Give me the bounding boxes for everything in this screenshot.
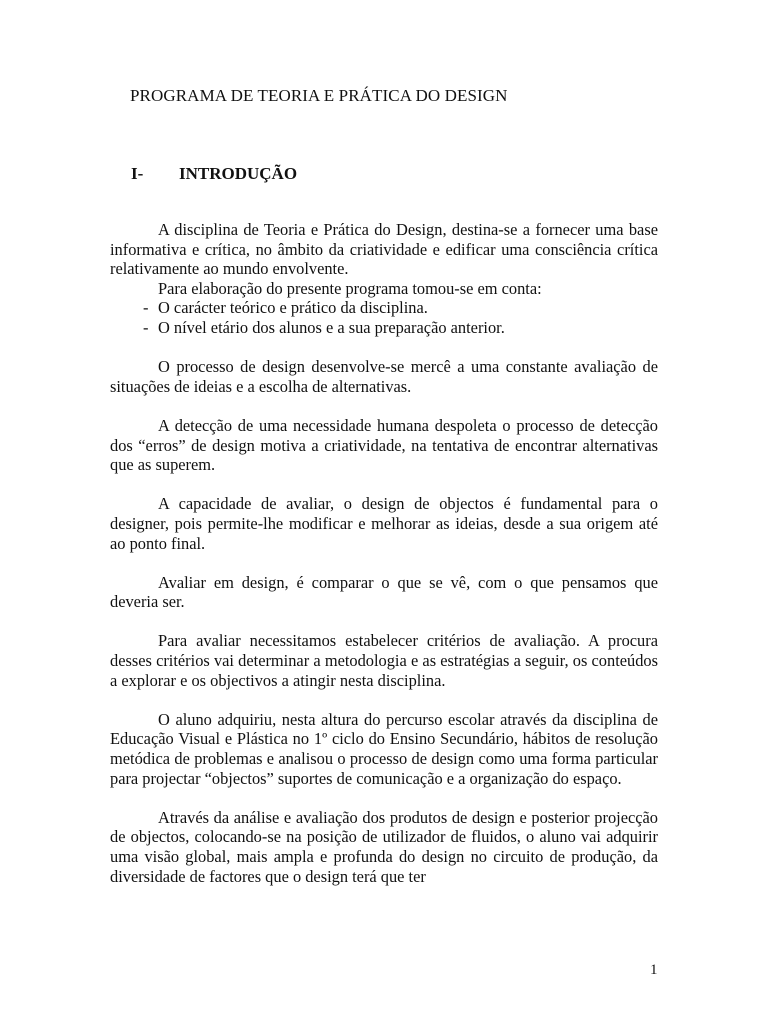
list-item-text: O nível etário dos alunos e a sua preparação anterior. xyxy=(158,317,505,337)
list-marker: - xyxy=(143,298,149,318)
paragraph: Para avaliar necessitamos estabelecer critérios de avaliação. A procura desses critérios vai determinar a metodologia e as estratégias a seguir, os conteúdos a explorar e os objectivos a atingir nesta disciplina. xyxy=(110,631,658,690)
paragraph: A disciplina de Teoria e Prática do Design, destina-se a fornecer uma base informativa e crítica, no âmbito da criatividade e edificar uma consciência crítica relativamente ao mundo envolvente. xyxy=(110,220,658,279)
section-title: INTRODUÇÃO xyxy=(179,164,298,183)
document-title: PROGRAMA DE TEORIA E PRÁTICA DO DESIGN xyxy=(130,86,508,105)
paragraph: Através da análise e avaliação dos produtos de design e posterior projecção de objectos, colocando-se na posição de utilizador de fluidos, o aluno vai adquirir uma visão global, mais ampla e profunda do design no circuito de produção, da diversidade de factores que o design terá que ter xyxy=(110,807,658,886)
page-number: 1 xyxy=(650,962,658,978)
bullet-list xyxy=(110,298,658,337)
list-marker: - xyxy=(143,317,149,337)
list-item-text: O carácter teórico e prático da disciplina. xyxy=(158,298,428,318)
paragraph: Avaliar em design, é comparar o que se vê, com o que pensamos que deveria ser. xyxy=(110,572,658,612)
paragraph: A capacidade de avaliar, o design de objectos é fundamental para o designer, pois permite-lhe modificar e melhorar as ideias, desde a sua origem até ao ponto final. xyxy=(110,494,658,553)
paragraph: O aluno adquiriu, nesta altura do percurso escolar através da disciplina de Educação Visual e Plástica no 1º ciclo do Ensino Secundário, hábitos de resolução metódica de problemas e analisou o processo de design como uma forma particular para projectar “objectos” suportes de comunicação e a organização do espaço. xyxy=(110,709,658,788)
section-number: I- xyxy=(131,164,144,183)
paragraph: A detecção de uma necessidade humana despoleta o processo de detecção dos “erros” de design motiva a criatividade, na tentativa de encontrar alternativas que as superem. xyxy=(110,415,658,475)
list-item xyxy=(110,318,658,338)
section-heading xyxy=(131,164,297,184)
document-body xyxy=(110,220,658,886)
paragraph: O processo de design desenvolve-se mercê a uma constante avaliação de situações de ideias e a escolha de alternativas. xyxy=(110,357,658,396)
paragraph: Para elaboração do presente programa tomou-se em conta: xyxy=(158,278,542,298)
list-item xyxy=(110,298,658,318)
